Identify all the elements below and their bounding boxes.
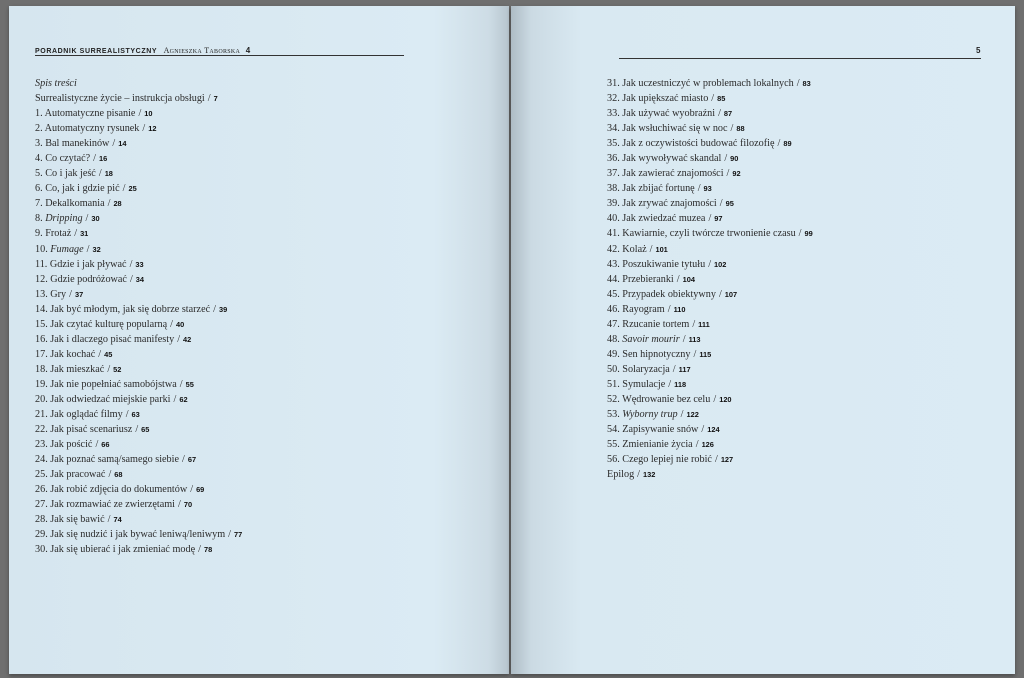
toc-entry (35, 211, 242, 226)
toc-page-number: 69 (196, 485, 205, 495)
toc-page-number: 30 (91, 214, 100, 224)
toc-page-number: 66 (101, 440, 110, 450)
toc-entry-title: Jak zrywać znajomości (622, 198, 717, 210)
toc-page-number: 28 (113, 199, 122, 209)
toc-entry (607, 422, 813, 437)
toc-page-number: 14 (118, 139, 127, 149)
toc-entry (607, 121, 813, 136)
toc-separator: / (719, 198, 723, 210)
toc-entry (35, 407, 242, 422)
toc-separator: / (107, 198, 111, 210)
toc-separator: / (95, 439, 99, 451)
toc-page-number: 132 (643, 470, 656, 480)
toc-entry-number: 2. (35, 123, 45, 135)
toc-page-number: 39 (218, 304, 228, 314)
toc-entry (607, 407, 813, 422)
toc-entry-number: 35. (607, 138, 623, 150)
toc-entry-number: 28. (35, 514, 51, 526)
toc-separator: / (142, 123, 146, 135)
toc-entry (607, 257, 813, 272)
toc-entry (35, 362, 242, 377)
toc-separator: / (108, 469, 112, 481)
toc-list-left (35, 76, 242, 558)
toc-entry-number: 48. (607, 333, 623, 345)
toc-entry (35, 467, 242, 482)
toc-entry-title-italic: Wyborny trup (622, 409, 678, 421)
toc-page-number: 12 (148, 124, 157, 134)
toc-entry (607, 452, 813, 467)
toc-page-number: 101 (655, 244, 668, 254)
toc-entry-title: Zapisywanie snów (622, 424, 699, 436)
toc-entry-number: 11. (35, 258, 50, 270)
toc-separator: / (98, 348, 102, 360)
toc-page-number: 7 (213, 94, 218, 104)
toc-entry-title: Bal manekinów (45, 138, 110, 150)
toc-entry-title: Kolaż (622, 243, 647, 255)
toc-entry-title: Jak pracować (50, 469, 106, 481)
toc-entry-title: Czego lepiej nie robić (622, 454, 712, 466)
toc-entry (607, 332, 813, 347)
toc-entry-number: 22. (35, 424, 51, 436)
toc-page-number: 126 (701, 440, 714, 450)
toc-entry-title: Jak kochać (50, 348, 96, 360)
toc-entry (35, 347, 242, 362)
toc-entry (35, 392, 242, 407)
toc-separator: / (138, 108, 142, 120)
toc-entry (607, 362, 813, 377)
toc-entry-title: Jak zwiedzać muzea (622, 213, 706, 225)
toc-entry-title: Jak pisać scenariusz (50, 424, 133, 436)
toc-page-number: 113 (688, 334, 701, 344)
toc-entry (35, 512, 242, 527)
header-rule-right (619, 58, 981, 59)
toc-entry-title: Kawiarnie, czyli twórcze trwonienie czasu (622, 228, 796, 240)
toc-separator: / (129, 273, 133, 285)
toc-separator: / (701, 424, 705, 436)
toc-page-number: 67 (187, 455, 197, 465)
toc-entry-title: Gry (50, 288, 67, 300)
toc-entry (35, 166, 242, 181)
toc-separator: / (190, 484, 194, 496)
toc-separator: / (676, 273, 680, 285)
running-header-left (35, 46, 403, 60)
toc-entry-title: Jak upiększać miasto (622, 93, 709, 105)
toc-entry (35, 136, 242, 151)
toc-separator: / (724, 153, 728, 165)
toc-entry-number: 27. (35, 499, 51, 511)
toc-entry-number: 44. (607, 273, 623, 285)
toc-page-number: 118 (674, 379, 687, 389)
toc-entry-number: 42. (607, 243, 623, 255)
toc-entry-title: Jak się bawić (50, 514, 105, 526)
toc-entry-number: 19. (35, 378, 51, 390)
toc-separator: / (198, 544, 201, 556)
toc-separator: / (680, 409, 684, 421)
toc-entry (607, 226, 813, 241)
toc-page-number: 124 (707, 425, 720, 435)
toc-entry (35, 196, 242, 211)
header-page-number-left: 4 (245, 46, 251, 55)
toc-entry-title: Co i jak jeść (45, 168, 96, 180)
toc-entry (35, 287, 242, 302)
toc-page-number: 62 (179, 394, 188, 404)
toc-separator: / (74, 228, 78, 240)
toc-entry-title: Zmienianie życia (622, 439, 693, 451)
toc-separator: / (730, 123, 734, 135)
toc-page-number: 117 (678, 364, 691, 374)
toc-entry-number: 21. (35, 409, 51, 421)
toc-entry-number: 24. (35, 454, 51, 466)
toc-page-number: 95 (725, 199, 734, 209)
toc-entry (607, 287, 813, 302)
toc-entry-number: 32. (607, 93, 623, 105)
toc-entry-title: Sen hipnotyczny (622, 348, 691, 360)
toc-entry-number: 10. (35, 243, 51, 255)
toc-page-number: 70 (183, 500, 193, 510)
toc-entry (607, 181, 813, 196)
toc-entry (35, 91, 242, 106)
toc-entry (607, 151, 813, 166)
toc-entry-title: Jak mieszkać (50, 363, 105, 375)
toc-entry (35, 272, 242, 287)
toc-entry (607, 211, 813, 226)
toc-separator: / (182, 454, 185, 466)
toc-separator: / (112, 138, 116, 150)
toc-entry-number: 38. (607, 183, 623, 195)
toc-separator: / (695, 439, 699, 451)
toc-separator: / (98, 168, 102, 180)
toc-page-number: 32 (92, 244, 101, 254)
toc-entry-number: 3. (35, 138, 46, 150)
toc-separator: / (107, 514, 111, 526)
toc-entry (607, 437, 813, 452)
toc-entry-number: 18. (35, 363, 51, 375)
header-book-title: PORADNIK SURREALISTYCZNY (35, 48, 158, 55)
toc-entry (35, 151, 242, 166)
toc-entry-number: 16. (35, 333, 51, 345)
toc-separator: / (170, 318, 173, 330)
toc-entry (35, 302, 242, 317)
toc-list-right (607, 76, 813, 482)
toc-page-number: 18 (104, 169, 113, 179)
toc-entry-number: 29. (35, 529, 51, 541)
toc-entry (35, 106, 242, 121)
toc-entry (607, 91, 813, 106)
toc-entry (607, 317, 813, 332)
toc-separator: / (107, 363, 111, 375)
toc-entry-title: Jak czytać kulturę popularną (50, 318, 168, 330)
toc-entry-title: Epilog (607, 469, 635, 481)
toc-entry-title: Przebieranki (622, 273, 674, 285)
toc-entry-title: Rzucanie tortem (622, 318, 690, 330)
toc-entry-number: 53. (607, 409, 623, 421)
toc-separator: / (692, 318, 696, 330)
toc-page-number: 104 (682, 274, 695, 284)
toc-separator: / (69, 288, 72, 300)
toc-entry-number: 12. (35, 273, 51, 285)
toc-entry (607, 347, 813, 362)
toc-entry-number: 31. (607, 78, 623, 89)
toc-entry-number: 36. (607, 153, 623, 165)
toc-entry (35, 121, 242, 136)
toc-entry-number: 41. (607, 228, 623, 240)
toc-entry-title: Jak nie popełniać samobójstwa (50, 378, 177, 390)
toc-entry-number: 6. (35, 183, 46, 195)
toc-separator: / (672, 363, 676, 375)
toc-entry (35, 377, 242, 392)
toc-separator: / (708, 258, 712, 270)
toc-separator: / (213, 303, 216, 315)
toc-separator: / (718, 108, 721, 120)
toc-entry-title: Gdzie podróżować (50, 273, 127, 285)
toc-entry-number: 34. (607, 123, 623, 135)
toc-entry-number: 51. (607, 378, 623, 390)
toc-entry (35, 242, 242, 257)
toc-entry-number: 5. (35, 168, 46, 180)
toc-entry-number: 40. (607, 213, 623, 225)
toc-entry-title: Frotaż (45, 228, 72, 240)
toc-entry-number: 46. (607, 303, 623, 315)
toc-separator: / (713, 393, 717, 405)
toc-entry-number: 7. (35, 198, 46, 210)
toc-entry-number: 33. (607, 108, 623, 120)
toc-entry-number: 13. (35, 288, 51, 300)
toc-separator: / (796, 78, 800, 89)
toc-entry (35, 482, 242, 497)
toc-separator: / (697, 183, 701, 195)
toc-entry (35, 527, 242, 542)
toc-page-number: 90 (730, 154, 739, 164)
toc-separator: / (86, 243, 90, 255)
toc-page-number: 93 (703, 184, 712, 194)
toc-entry-title: Jak z oczywistości budować filozofię (622, 138, 775, 150)
toc-entry-number: 1. (35, 108, 45, 120)
toc-separator: / (667, 303, 671, 315)
toc-entry-title: Surrealistyczne życie – instrukcja obsługi (35, 93, 205, 105)
toc-entry-number: 47. (607, 318, 623, 330)
toc-entry-title: Jak się nudzić i jak bywać leniwą/leniwym (50, 529, 226, 541)
toc-entry-title: Jak rozmawiać ze zwierzętami (50, 499, 176, 511)
toc-title (35, 76, 242, 91)
toc-entry-title: Rayogram (622, 303, 665, 315)
toc-entry-title: Jak wsłuchiwać się w noc (622, 123, 728, 135)
toc-page-number: 122 (686, 410, 699, 420)
toc-entry (35, 497, 242, 512)
toc-page-number: 89 (783, 139, 792, 149)
toc-entry (35, 181, 242, 196)
header-rule-left (35, 55, 404, 56)
toc-separator: / (726, 168, 730, 180)
toc-entry (607, 467, 813, 482)
toc-entry-number: 56. (607, 454, 623, 466)
toc-entry (607, 392, 813, 407)
toc-page-number: 55 (185, 379, 194, 389)
toc-entry-title: Przypadek obiektywny (622, 288, 716, 300)
toc-entry-title: Jak być młodym, jak się dobrze starzeć (50, 303, 211, 315)
toc-entry-number: 17. (35, 348, 51, 360)
toc-page-number: 33 (135, 259, 144, 269)
toc-page-number: 88 (736, 124, 745, 134)
toc-page-number: 92 (732, 169, 741, 179)
toc-separator: / (125, 409, 129, 421)
toc-entry-title: Jak uczestniczyć w problemach lokalnych (622, 78, 794, 89)
toc-separator: / (129, 258, 133, 270)
toc-entry-title: Co czytać? (45, 153, 91, 165)
toc-entry (607, 106, 813, 121)
toc-entry-number: 43. (607, 258, 623, 270)
toc-page-number: 34 (135, 274, 145, 284)
toc-entry-number: 9. (35, 228, 46, 240)
toc-page-number: 87 (723, 109, 733, 119)
toc-entry-number: 37. (607, 168, 623, 180)
toc-page-number: 63 (131, 410, 140, 420)
toc-entry-title: Jak używać wyobraźni (622, 108, 716, 120)
toc-page-number: 10 (144, 109, 153, 119)
header-author: Agnieszka Taborska (163, 46, 241, 55)
toc-separator: / (177, 333, 181, 345)
toc-page-number: 110 (673, 304, 686, 314)
toc-entry-title: Jak pościć (50, 439, 93, 451)
toc-page-number: 74 (113, 515, 122, 525)
toc-separator: / (668, 378, 672, 390)
toc-entry (607, 242, 813, 257)
toc-separator: / (711, 93, 715, 105)
toc-separator: / (637, 469, 641, 481)
toc-page-number: 127 (720, 455, 734, 465)
toc-separator: / (122, 183, 126, 195)
toc-separator: / (708, 213, 712, 225)
toc-entry (35, 542, 242, 557)
toc-entry-title: Gdzie i jak pływać (49, 258, 127, 270)
toc-page-number: 16 (99, 154, 108, 164)
toc-entry-title: Jak odwiedzać miejskie parki (50, 393, 171, 405)
toc-separator: / (714, 454, 718, 466)
toc-page-number: 120 (719, 394, 732, 404)
toc-page-number: 52 (113, 364, 122, 374)
toc-entry-title: Jak się ubierać i jak zmieniać modę (50, 544, 196, 556)
toc-entry-title: Jak zbijać fortunę (622, 183, 695, 195)
toc-entry-number: 14. (35, 303, 51, 315)
toc-entry-number: 4. (35, 153, 46, 165)
toc-page-number: 25 (128, 184, 137, 194)
toc-entry (35, 422, 242, 437)
toc-entry (607, 272, 813, 287)
toc-entry-title: Jak robić zdjęcia do dokumentów (50, 484, 188, 496)
toc-entry (35, 452, 242, 467)
toc-entry (607, 377, 813, 392)
toc-entry-title: Jak i dlaczego pisać manifesty (50, 333, 175, 345)
toc-entry (607, 76, 813, 91)
toc-page-number: 45 (104, 349, 113, 359)
toc-entry-number: 25. (35, 469, 51, 481)
toc-entry (607, 166, 813, 181)
toc-page-number: 40 (175, 319, 185, 329)
toc-entry-title-italic: Fumage (50, 243, 84, 255)
toc-entry-title: Jak oglądać filmy (50, 409, 123, 421)
toc-separator: / (85, 213, 89, 225)
toc-entry (35, 332, 242, 347)
toc-entry (607, 302, 813, 317)
toc-entry-title: Automatyczne pisanie (44, 108, 136, 120)
toc-page-number: 65 (141, 425, 150, 435)
toc-separator: / (93, 153, 96, 165)
toc-entry-title: Poszukiwanie tytułu (622, 258, 706, 270)
toc-entry (35, 226, 242, 241)
toc-entry-number: 39. (607, 198, 623, 210)
toc-entry (35, 317, 242, 332)
toc-entry-title: Automatyczny rysunek (44, 123, 140, 135)
toc-page-number: 78 (203, 545, 213, 555)
toc-title-text: Spis treści (35, 78, 77, 89)
toc-entry-title: Co, jak i gdzie pić (45, 183, 120, 195)
toc-page-number: 111 (698, 319, 710, 329)
toc-separator: / (798, 228, 802, 240)
toc-separator: / (693, 348, 697, 360)
toc-page-number: 85 (717, 94, 726, 104)
toc-separator: / (179, 378, 183, 390)
toc-page-number: 68 (114, 470, 123, 480)
toc-separator: / (228, 529, 231, 541)
toc-entry-number: 30. (35, 544, 51, 556)
toc-page-number: 97 (714, 214, 723, 224)
toc-separator: / (777, 138, 781, 150)
toc-entry (607, 136, 813, 151)
header-page-number-right: 5 (975, 46, 981, 55)
toc-entry-number: 20. (35, 393, 51, 405)
toc-entry (35, 257, 242, 272)
toc-entry-title-italic: Savoir mourir (622, 333, 680, 345)
toc-page-number: 107 (724, 289, 738, 299)
toc-entry (607, 196, 813, 211)
toc-entry-number: 54. (607, 424, 623, 436)
toc-page-number: 42 (183, 334, 192, 344)
toc-separator: / (173, 393, 177, 405)
toc-entry-number: 45. (607, 288, 623, 300)
toc-entry-number: 52. (607, 393, 623, 405)
toc-separator: / (135, 424, 139, 436)
toc-page-number: 31 (80, 229, 89, 239)
toc-page-number: 83 (802, 79, 811, 88)
toc-page-number: 37 (74, 289, 84, 299)
toc-page-number: 115 (699, 349, 712, 359)
toc-entry-title: Dekalkomania (45, 198, 105, 210)
toc-page-number: 99 (804, 229, 813, 239)
toc-page-number: 102 (714, 259, 727, 269)
toc-entry-title: Jak zawierać znajomości (622, 168, 724, 180)
toc-page-number: 77 (233, 530, 243, 540)
toc-separator: / (682, 333, 686, 345)
toc-separator: / (207, 93, 211, 105)
toc-entry-number: 49. (607, 348, 623, 360)
toc-entry-number: 26. (35, 484, 51, 496)
toc-entry-number: 15. (35, 318, 51, 330)
toc-entry-title: Jak wywoływać skandal (622, 153, 722, 165)
toc-entry-title: Solaryzacja (622, 363, 670, 375)
toc-separator: / (718, 288, 722, 300)
toc-entry-title: Jak poznać samą/samego siebie (50, 454, 179, 466)
toc-entry-title: Wędrowanie bez celu (622, 393, 711, 405)
toc-separator: / (649, 243, 653, 255)
toc-separator: / (178, 499, 181, 511)
toc-entry-number: 50. (607, 363, 623, 375)
toc-entry-number: 55. (607, 439, 623, 451)
toc-entry-title: Symulacje (622, 378, 666, 390)
toc-entry-number: 23. (35, 439, 51, 451)
toc-entry-number: 8. (35, 213, 46, 225)
toc-entry-title-italic: Dripping (45, 213, 83, 225)
toc-entry (35, 437, 242, 452)
